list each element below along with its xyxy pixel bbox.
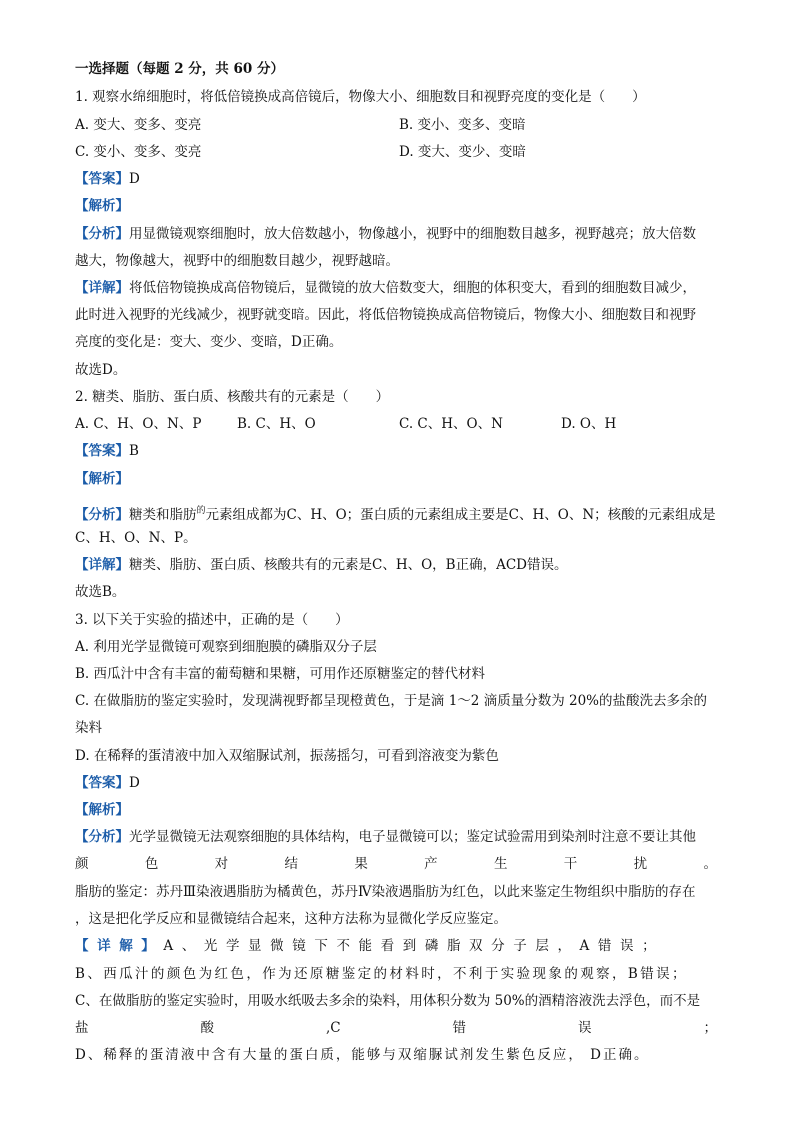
q3-xiangjie-1	[75, 937, 664, 955]
q2-guxuan: 故选B。	[75, 584, 126, 600]
fenxi-word: 。	[703, 856, 717, 872]
q2-option-c: C. C、H、O、N	[399, 416, 503, 432]
xiangjie-tag: 【详解】	[75, 938, 164, 954]
q2-xiangjie-1	[75, 556, 568, 574]
q2-answer	[75, 442, 139, 460]
xiangjie-tag: 【详解】	[75, 557, 129, 573]
fenxi-text-a: 糖类和脂肪	[129, 507, 197, 523]
q3-option-c-1: C. 在做脂肪的鉴定实验时，发现满视野都呈现橙黄色，于是滴 1～2 滴质量分数为 20%的盐酸洗去多余的	[75, 693, 707, 709]
fenxi-tag: 【分析】	[75, 507, 129, 523]
q3-fenxi-2	[75, 855, 717, 873]
q1-option-d: D. 变大、变少、变暗	[399, 144, 526, 160]
q3-answer	[75, 774, 140, 792]
q3-fenxi-4: ，这是把化学反应和显微镜结合起来，这种方法称为显微化学反应鉴定。	[75, 911, 507, 927]
q3-xiangjie-5: D、稀释的蛋清液中含有大量的蛋白质，能够与双缩脲试剂发生紫色反应， D正确。	[75, 1047, 650, 1063]
fenxi-word: 结	[284, 856, 298, 872]
fenxi-word: 产	[424, 856, 438, 872]
fenxi-word: 颜	[75, 856, 89, 872]
q3-fenxi-3: 脂肪的鉴定：苏丹Ⅲ染液遇脂肪为橘黄色，苏丹Ⅳ染液遇脂肪为红色，以此来鉴定生物组织中脂肪的存在	[75, 884, 696, 900]
q3-jiexi-tag: 【解析】	[75, 802, 129, 818]
q2-fenxi-2: C、H、O、N、P。	[75, 530, 197, 546]
q3-fenxi-1	[75, 828, 696, 846]
q3-option-a: A. 利用光学显微镜可观察到细胞膜的磷脂双分子层	[75, 639, 377, 655]
q1-xiangjie-1	[75, 279, 696, 297]
q1-fenxi-1	[75, 225, 696, 243]
fenxi-text-b: 元素组成都为C、H、O；蛋白质的元素组成主要是C、H、O、N；核酸的元素组成是	[205, 507, 716, 523]
fenxi-text: 用显微镜观察细胞时，放大倍数越小，物像越小，视野中的细胞数目越多，视野越亮；放大倍数	[129, 226, 696, 242]
fenxi-text: 光学显微镜无法观察细胞的具体结构，电子显微镜可以；鉴定试验需用到染剂时注意不要让其他	[129, 829, 696, 845]
q3-option-d: D. 在稀释的蛋清液中加入双缩脲试剂，振荡摇匀，可看到溶液变为紫色	[75, 748, 499, 764]
answer-value: B	[129, 443, 139, 459]
q1-option-c: C. 变小、变多、变亮	[75, 144, 202, 160]
q3-stem: 3. 以下关于实验的描述中，正确的是（ ）	[75, 612, 349, 628]
fenxi-sup: 的	[196, 506, 206, 516]
q2-option-a: A. C、H、O、N、P	[75, 416, 202, 432]
answer-tag: 【答案】	[75, 775, 129, 791]
q2-option-d: D. O、H	[561, 416, 617, 432]
xiangjie-text: A、光学显微镜下不能看到磷脂双分子层，A错误；	[163, 938, 665, 954]
fenxi-tag: 【分析】	[75, 829, 129, 845]
q2-jiexi-tag: 【解析】	[75, 471, 129, 487]
q3-xiangjie-4	[75, 1019, 717, 1037]
answer-tag: 【答案】	[75, 443, 129, 459]
q1-jiexi-tag: 【解析】	[75, 198, 129, 214]
xiangjie-tag: 【详解】	[75, 280, 129, 296]
fenxi-tag: 【分析】	[75, 226, 129, 242]
section-title: 一选择题（每题 2 分，共 60 分）	[75, 61, 284, 77]
xiangjie-word: ,C	[325, 1020, 341, 1036]
q2-fenxi-1	[75, 502, 716, 524]
xiangjie-word: 酸	[200, 1020, 214, 1036]
q1-option-a: A. 变大、变多、变亮	[75, 117, 202, 133]
q1-xiangjie-3: 亮度的变化是：变大、变少、变暗，D正确。	[75, 334, 343, 350]
answer-tag: 【答案】	[75, 171, 129, 187]
fenxi-word: 果	[354, 856, 368, 872]
fenxi-word: 干	[563, 856, 578, 872]
q1-xiangjie-2: 此时进入视野的光线减少，视野就变暗。因此，将低倍物镜换成高倍物镜后，物像大小、细胞数目和视野	[75, 307, 696, 323]
q3-option-b: B. 西瓜汁中含有丰富的葡萄糖和果糖，可用作还原糖鉴定的替代材料	[75, 666, 486, 682]
q1-option-b: B. 变小、变多、变暗	[399, 117, 526, 133]
xiangjie-text: 将低倍物镜换成高倍物镜后，显微镜的放大倍数变大，细胞的体积变大，看到的细胞数目减少，	[129, 280, 696, 296]
fenxi-word: 生	[493, 856, 508, 872]
xiangjie-word: 误	[578, 1020, 592, 1036]
fenxi-word: 扰	[633, 856, 648, 872]
q2-stem: 2. 糖类、脂肪、蛋白质、核酸共有的元素是（ ）	[75, 389, 390, 405]
q3-xiangjie-3: C、在做脂肪的鉴定实验时，用吸水纸吸去多余的染料，用体积分数为 50%的酒精溶液洗去浮色，而不是	[75, 993, 701, 1009]
answer-value: D	[129, 775, 140, 791]
q1-stem: 1. 观察水绵细胞时，将低倍镜换成高倍镜后，物像大小、细胞数目和视野亮度的变化是（ ）	[75, 89, 646, 105]
q3-xiangjie-2: B、西瓜汁的颜色为红色，作为还原糖鉴定的材料时，不利于实验现象的观察，B错误；	[75, 966, 688, 982]
xiangjie-text: 糖类、脂肪、蛋白质、核酸共有的元素是C、H、O，B正确，ACD错误。	[129, 557, 568, 573]
q1-guxuan: 故选D。	[75, 362, 127, 378]
fenxi-word: 对	[214, 856, 229, 872]
xiangjie-word: ；	[703, 1020, 717, 1036]
q1-fenxi-2: 越大，物像越大，视野中的细胞数目越少，视野越暗。	[75, 253, 399, 269]
answer-value: D	[129, 171, 140, 187]
q2-option-b: B. C、H、O	[237, 416, 316, 432]
xiangjie-word: 盐	[75, 1020, 89, 1036]
fenxi-word: 色	[144, 856, 159, 872]
xiangjie-word: 错	[452, 1020, 467, 1036]
q1-answer	[75, 170, 140, 188]
q3-option-c-2: 染料	[75, 720, 102, 736]
